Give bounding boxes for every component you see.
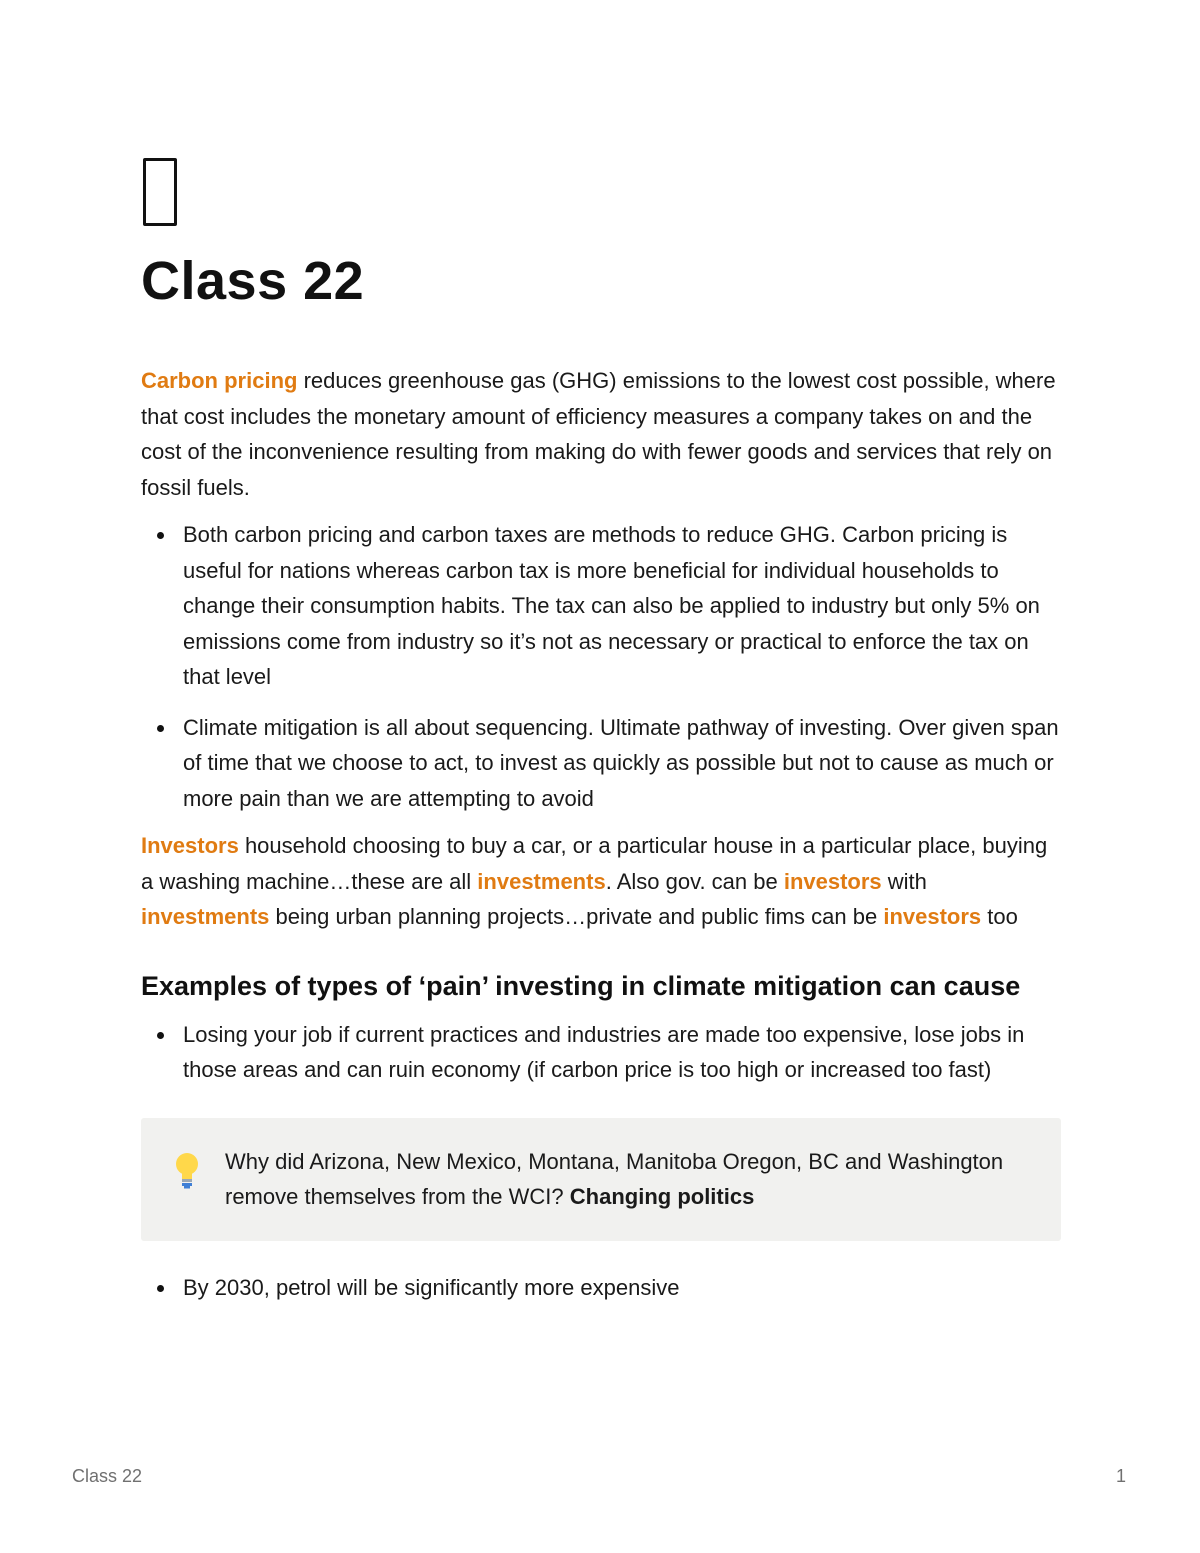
paragraph-text: being urban planning projects…private and public fims can be (269, 904, 884, 929)
bullet-icon (157, 532, 164, 539)
intro-text: reduces greenhouse gas (GHG) emissions to the lowest cost possible, where that cost includes the monetary amount of efficiency measures a company takes on and the cost of the inconvenience resulting from making do with fewer goods and services that rely on fossil fuels. (141, 368, 1056, 500)
intro-paragraph (141, 363, 1061, 505)
list-item (141, 1270, 1061, 1306)
callout-box (141, 1118, 1061, 1241)
list-item (141, 710, 1061, 817)
highlight-term: Investors (141, 833, 239, 858)
section-heading: Examples of types of ‘pain’ investing in climate mitigation can cause (141, 970, 1021, 1001)
paragraph-text: too (981, 904, 1018, 929)
list-item-text: Climate mitigation is all about sequencing. Ultimate pathway of investing. Over given span of time that we choose to act, to invest as quickly as possible but not to cause as much or more pain than we are attempting to avoid (183, 714, 1059, 811)
list-item (141, 1017, 1061, 1088)
list-item-text: Both carbon pricing and carbon taxes are methods to reduce GHG. Carbon pricing is useful for nations whereas carbon tax is more beneficial for individual households to change their consumption habits. The tax can also be applied to industry but only 5% on emissions come from industry so it’s not as necessary or practical to enforce the tax on that level (183, 522, 1040, 689)
callout-answer: Changing politics (569, 1184, 755, 1209)
page-title: Class 22 (141, 251, 365, 311)
bullet-icon (157, 725, 164, 732)
bullet-list (141, 1017, 1061, 1088)
highlight-term: Carbon pricing (141, 368, 298, 393)
bullet-list (141, 517, 1061, 816)
missing-glyph-icon (143, 158, 177, 226)
paragraph-text: household choosing to buy a car, or a particular house in a particular place, buying a washing machine…these are all (141, 833, 1048, 894)
page-number: 1 (1116, 1466, 1127, 1486)
highlight-term: investors (883, 904, 982, 929)
footer-title: Class 22 (72, 1466, 143, 1486)
investors-paragraph (141, 828, 1061, 935)
bullet-icon (157, 1032, 164, 1039)
paragraph-text: . Also gov. can be (605, 868, 784, 894)
highlight-term: investments (477, 868, 606, 894)
bullet-icon (157, 1285, 164, 1292)
list-item-text: By 2030, petrol will be significantly more expensive (183, 1274, 680, 1300)
bullet-list (141, 1270, 1061, 1306)
list-item-text: Losing your job if current practices and industries are made too expensive, lose jobs in those areas and can ruin economy (if carbon price is too high or increased too fast) (183, 1021, 1025, 1082)
callout-text: Why did Arizona, New Mexico, Montana, Manitoba Oregon, BC and Washington remove themselves from the WCI? (225, 1148, 1004, 1209)
paragraph-text: with (881, 868, 927, 894)
highlight-term: investments (141, 904, 270, 929)
document-body (141, 363, 1061, 1305)
highlight-term: investors (783, 868, 882, 894)
lightbulb-icon (175, 1152, 199, 1190)
list-item (141, 517, 1061, 695)
